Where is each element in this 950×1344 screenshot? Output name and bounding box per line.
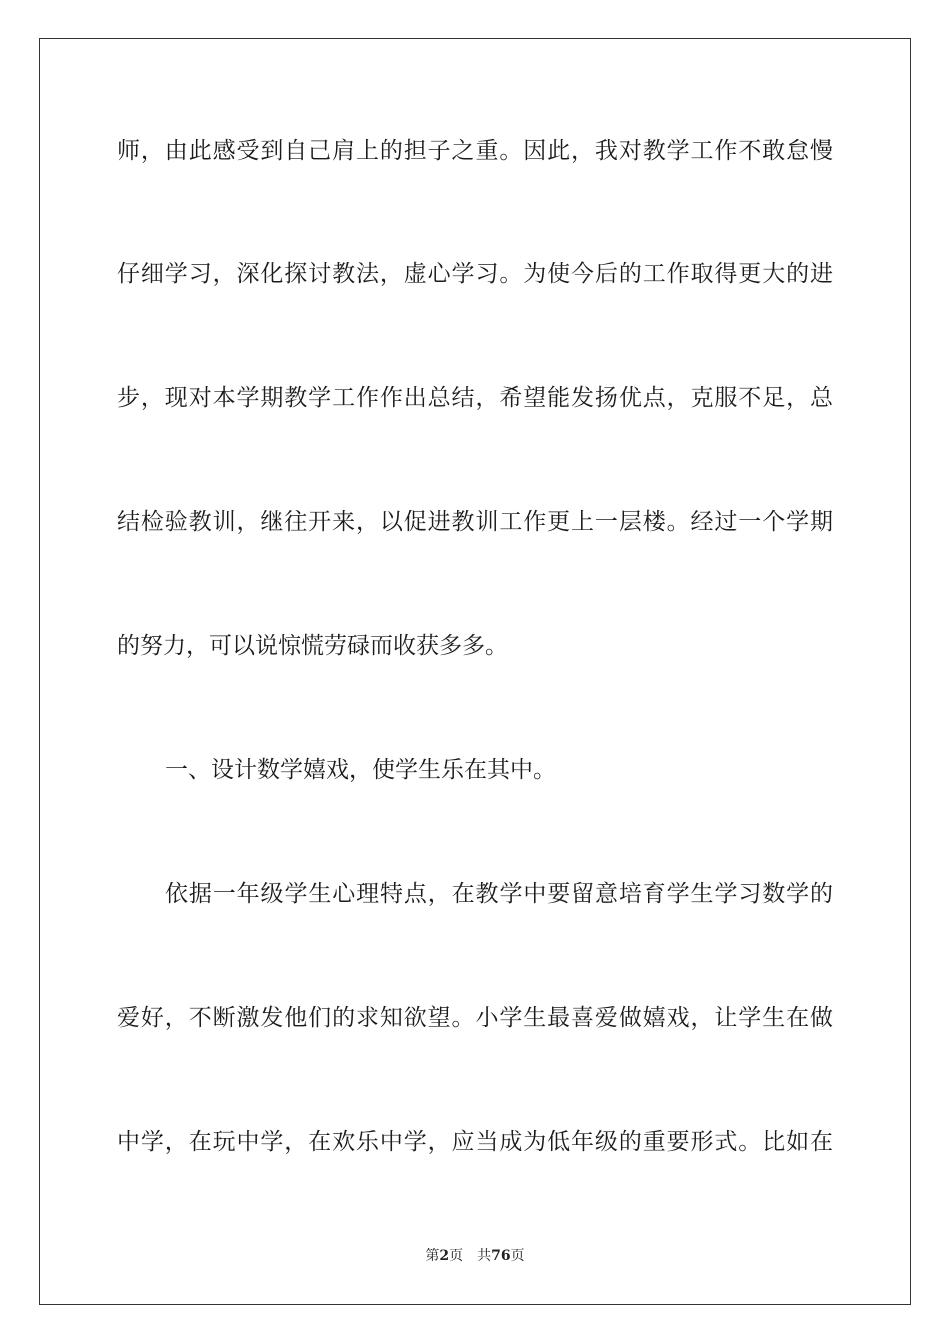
page-border [39,38,911,1305]
page-number: 2 [439,1248,450,1264]
text-line-9: 中学，在玩中学，在欢乐中学，应当成为低年级的重要形式。比如在 [117,1129,833,1155]
text-line-5: 的努力，可以说惊慌劳碌而收获多多。 [117,633,508,659]
page-suffix: 页 [449,1248,464,1264]
total-prefix: 共 [477,1248,492,1264]
text-line-4: 结检验教训，继往开来，以促进教训工作更上一层楼。经过一个学期 [117,509,833,535]
text-line-1: 师，由此感受到自己肩上的担子之重。因此，我对教学工作不敢怠慢 [117,138,833,164]
total-suffix: 页 [510,1248,525,1264]
text-line-8: 爱好，不断激发他们的求知欲望。小学生最喜爱做嬉戏，让学生在做 [117,1005,833,1031]
page-prefix: 第 [425,1248,440,1264]
text-line-7: 依据一年级学生心理特点，在教学中要留意培育学生学习数学的 [165,881,833,907]
page-footer [0,1246,950,1266]
text-line-2: 仔细学习，深化探讨教法，虚心学习。为使今后的工作取得更大的进 [117,261,833,287]
section-heading: 一、设计数学嬉戏，使学生乐在其中。 [165,757,556,783]
text-line-3: 步，现对本学期教学工作作出总结，希望能发扬优点，克服不足，总 [117,385,833,411]
total-pages: 76 [491,1248,511,1264]
